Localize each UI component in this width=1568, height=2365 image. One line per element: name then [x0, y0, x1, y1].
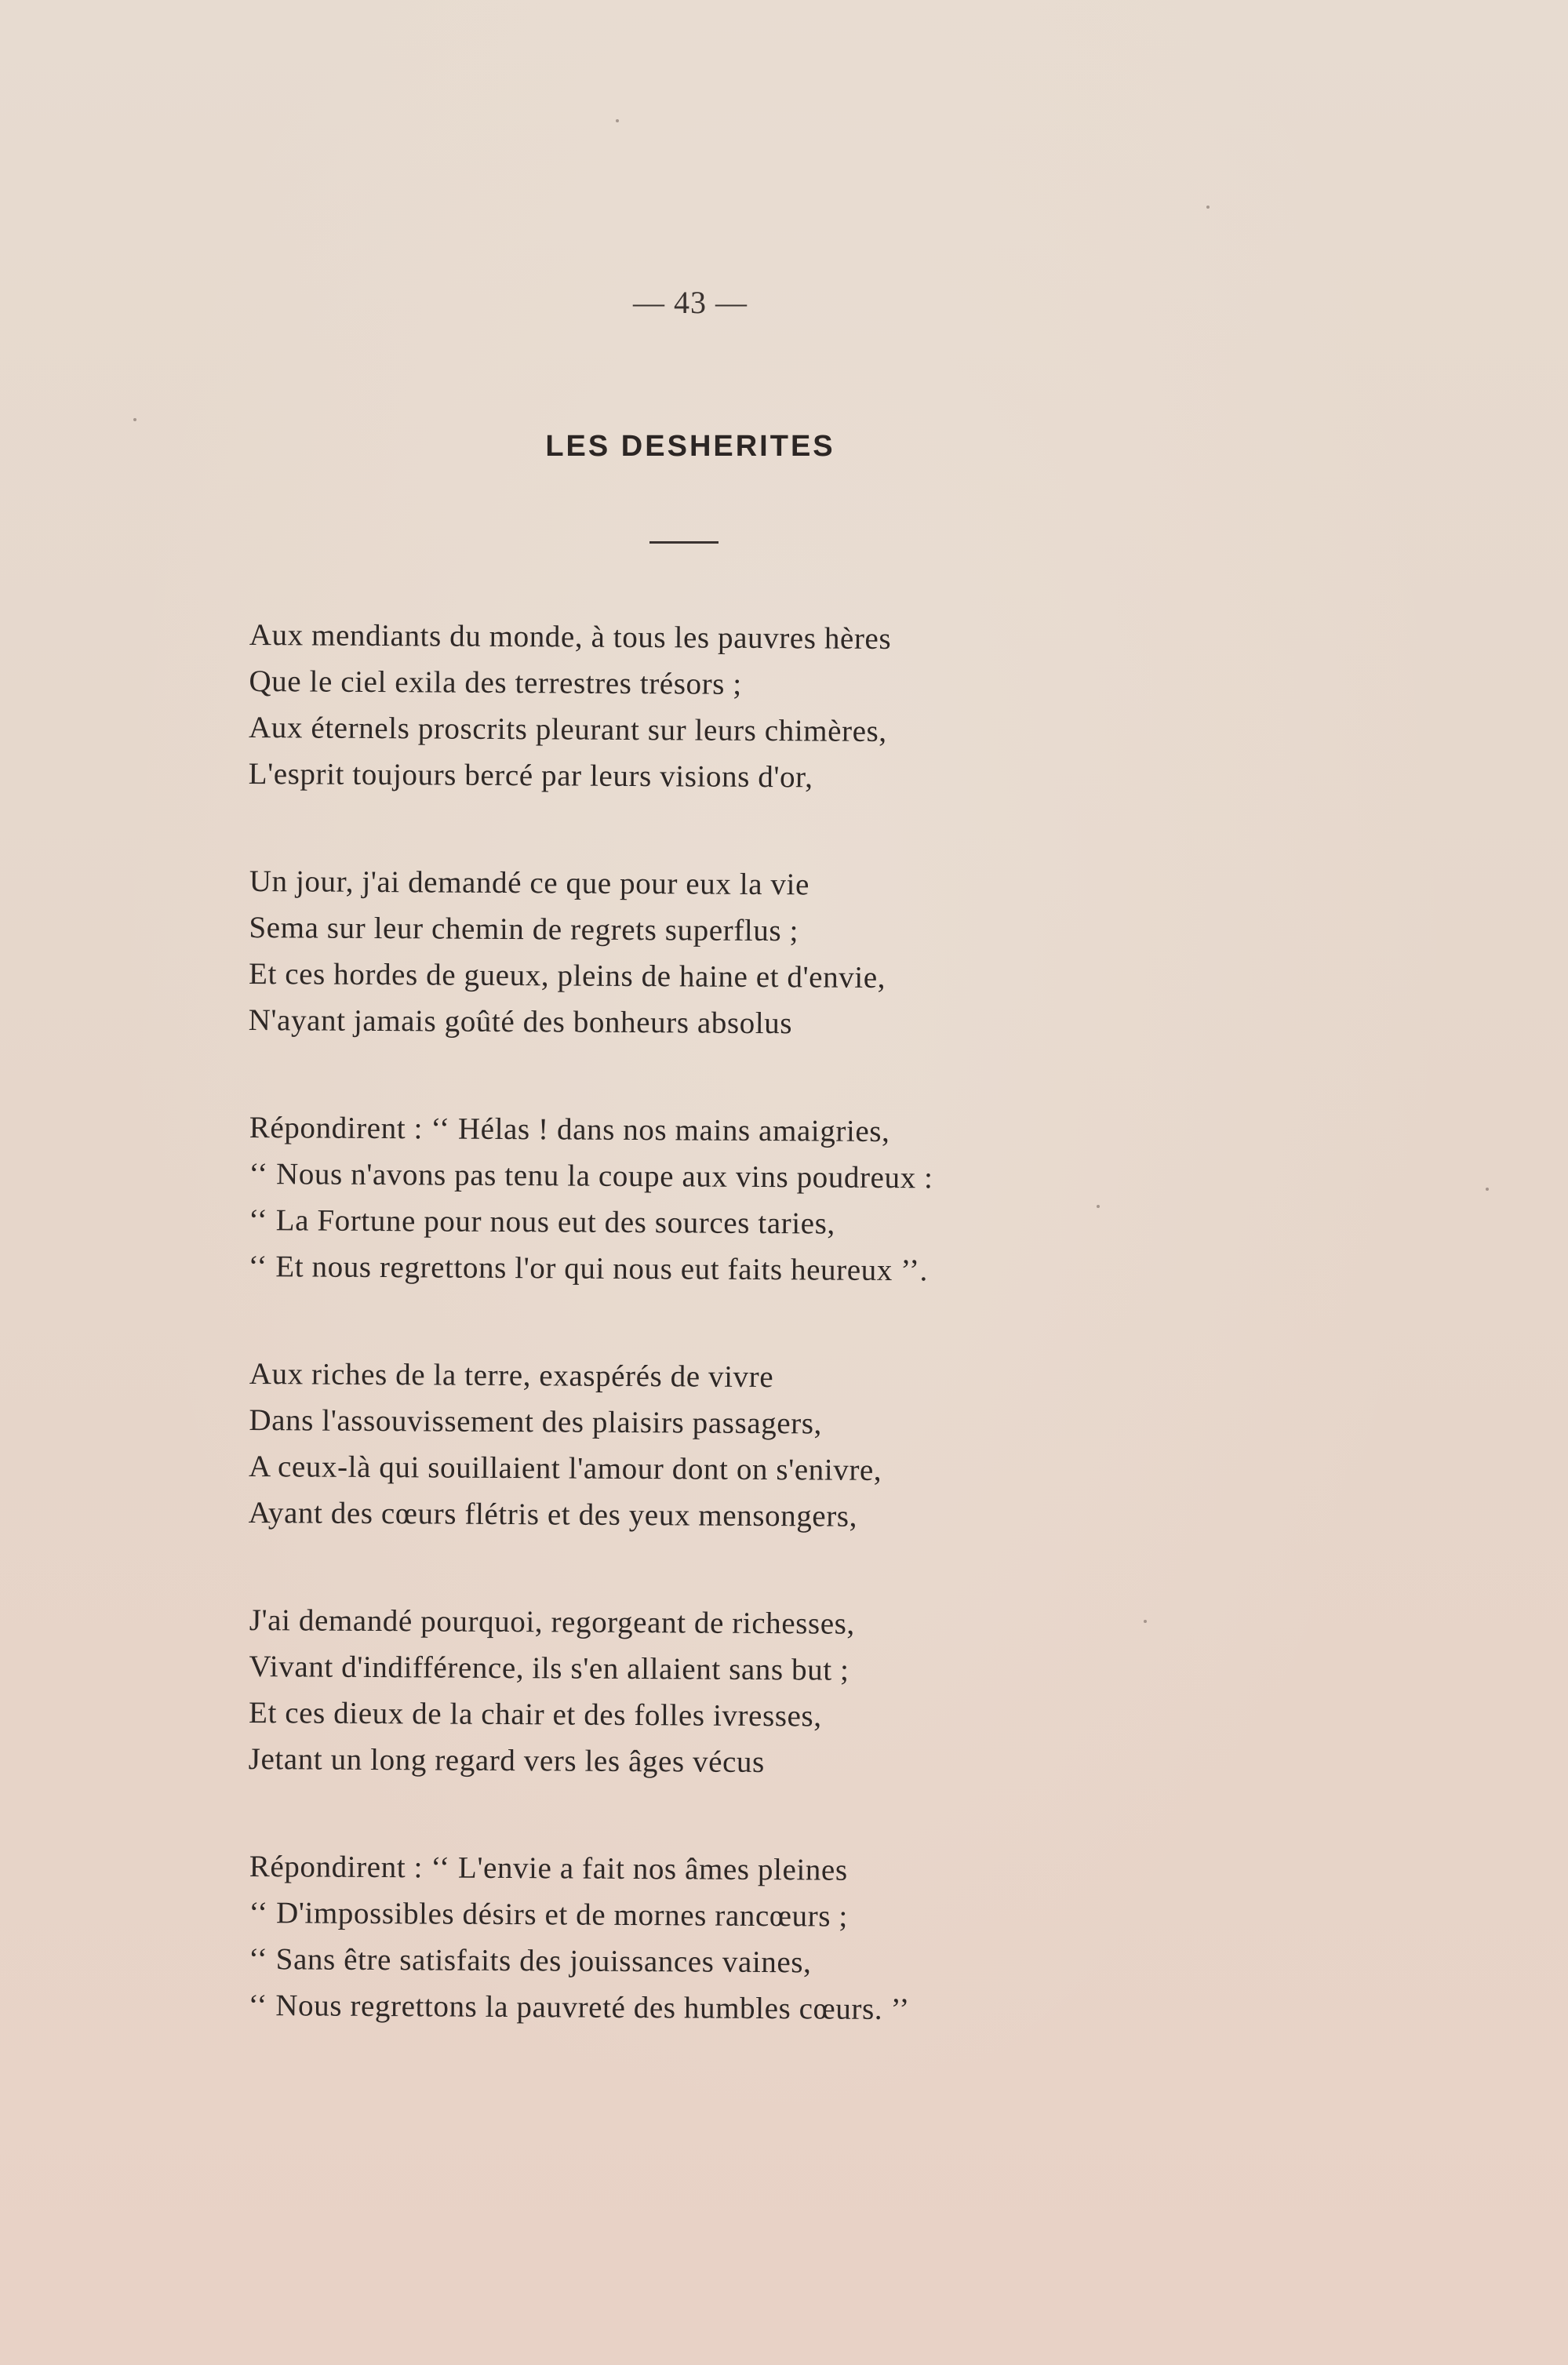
stanza-2: [249, 858, 1112, 1049]
verse-line: ‘‘ Nous n'avons pas tenu la coupe aux vins poudreux :: [249, 1156, 933, 1195]
verse-line: L'esprit toujours bercé par leurs visions d'or,: [248, 756, 813, 795]
paper-speck: [1206, 206, 1210, 209]
stanza-1: [249, 612, 1112, 802]
verse-line: Et ces dieux de la chair et des folles ivresses,: [248, 1695, 822, 1734]
verse-line: ‘‘ La Fortune pour nous eut des sources taries,: [248, 1203, 835, 1241]
stanza-3: [249, 1104, 1112, 1295]
verse-line: ‘‘ D'impossibles désirs et de mornes rancœurs ;: [249, 1895, 849, 1934]
page-number: — 43 —: [633, 285, 748, 320]
verse-line: ‘‘ Nous regrettons la pauvreté des humbles cœurs. ’’: [248, 1988, 910, 2027]
verse-line: ‘‘ Sans être satisfaits des jouissances vaines,: [248, 1941, 812, 1980]
paper-speck: [1486, 1188, 1489, 1191]
verse-line: Et ces hordes de gueux, pleins de haine et d'envie,: [248, 956, 886, 995]
verse-line: Aux éternels proscrits pleurant sur leurs chimères,: [248, 710, 887, 748]
verse-line: Dans l'assouvissement des plaisirs passagers,: [249, 1403, 823, 1441]
paper-speck: [133, 418, 136, 421]
paper-speck: [616, 119, 619, 122]
verse-line: Que le ciel exila des terrestres trésors ;: [249, 664, 742, 701]
verse-line: Répondirent : ‘‘ Hélas ! dans nos mains amaigries,: [249, 1110, 890, 1148]
verse-line: J'ai demandé pourquoi, regorgeant de richesses,: [249, 1603, 855, 1641]
verse-line: ‘‘ Et nous regrettons l'or qui nous eut faits heureux ’’.: [248, 1249, 929, 1288]
verse-line: Vivant d'indifférence, ils s'en allaient sans but ;: [249, 1649, 849, 1687]
verse-line: Ayant des cœurs flétris et des yeux mensongers,: [248, 1495, 858, 1534]
title-divider: [649, 541, 719, 544]
verse-line: Un jour, j'ai demandé ce que pour eux la vie: [249, 864, 810, 902]
verse-line: Jetant un long regard vers les âges vécus: [248, 1741, 765, 1780]
verse-line: Sema sur leur chemin de regrets superflus ;: [249, 910, 799, 948]
verse-line: N'ayant jamais goûté des bonheurs absolus: [248, 1002, 793, 1041]
stanza-5: [249, 1597, 1112, 1788]
paper-speck: [1144, 1620, 1147, 1623]
stanza-6: [249, 1843, 1112, 2034]
verse-line: A ceux-là qui souillaient l'amour dont on s'enivre,: [248, 1449, 882, 1487]
verse-line: Répondirent : ‘‘ L'envie a fait nos âmes pleines: [249, 1850, 848, 1887]
verse-line: Aux riches de la terre, exaspérés de vivre: [249, 1356, 774, 1395]
verse-line: Aux mendiants du monde, à tous les pauvres hères: [249, 617, 892, 656]
stanza-4: [249, 1351, 1112, 1541]
poem-body: [249, 612, 1112, 2090]
poem-title: LES DESHERITES: [545, 430, 835, 463]
